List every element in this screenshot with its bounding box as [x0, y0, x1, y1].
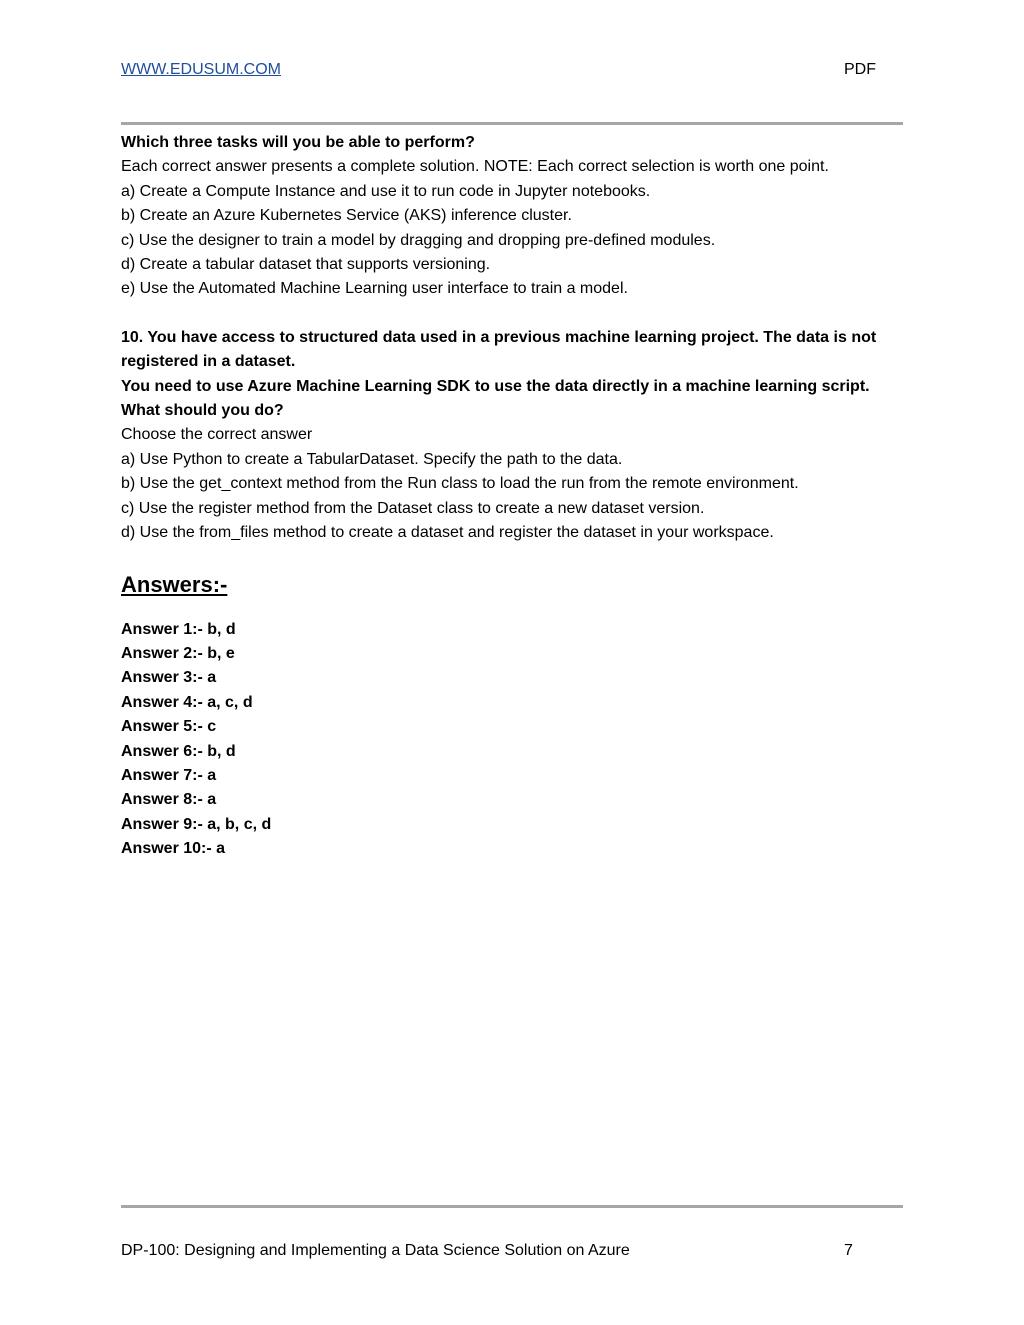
- question-9-instruction: Each correct answer presents a complete solution. NOTE: Each correct selection is worth one point.: [121, 158, 829, 176]
- q10-option-a: a) Use Python to create a TabularDataset. Specify the path to the data.: [121, 450, 623, 468]
- question-10-instruction: Choose the correct answer: [121, 426, 313, 444]
- question-10-text-2: You need to use Azure Machine Learning SDK to use the data directly in a machine learning script. What should you do?: [121, 377, 870, 420]
- answer-item: Answer 7:- a: [121, 766, 217, 784]
- answers-heading: Answers:-: [121, 571, 228, 597]
- q9-option-e: e) Use the Automated Machine Learning user interface to train a model.: [121, 280, 628, 298]
- page-content: [121, 131, 911, 862]
- q9-option-b: b) Create an Azure Kubernetes Service (AKS) inference cluster.: [121, 207, 572, 225]
- answer-item: Answer 10:- a: [121, 840, 226, 858]
- page-number: 7: [844, 1242, 853, 1259]
- q10-option-b: b) Use the get_context method from the Run class to load the run from the remote environment.: [121, 475, 799, 493]
- answer-item: Answer 8:- a: [121, 791, 217, 809]
- answer-item: Answer 3:- a: [121, 669, 217, 687]
- question-9-prompt: Which three tasks will you be able to perform?: [121, 134, 475, 151]
- footer-title: DP-100: Designing and Implementing a Data Science Solution on Azure: [121, 1242, 630, 1259]
- answer-item: Answer 2:- b, e: [121, 644, 235, 662]
- q10-option-d: d) Use the from_files method to create a dataset and register the dataset in your workspace.: [121, 524, 774, 542]
- q9-option-a: a) Create a Compute Instance and use it to run code in Jupyter notebooks.: [121, 182, 651, 200]
- q9-option-c: c) Use the designer to train a model by dragging and dropping pre-defined modules.: [121, 231, 716, 249]
- answer-item: Answer 6:- b, d: [121, 742, 236, 760]
- spacer: [121, 546, 911, 570]
- q10-option-c: c) Use the register method from the Dataset class to create a new dataset version.: [121, 499, 705, 517]
- question-10-text-1: 10. You have access to structured data used in a previous machine learning project. The data is not registered in a dataset.: [121, 328, 877, 371]
- site-link[interactable]: WWW.EDUSUM.COM: [121, 61, 281, 78]
- answers-list: [121, 618, 911, 862]
- answer-item: Answer 4:- a, c, d: [121, 693, 253, 711]
- header-divider: [121, 122, 903, 125]
- q9-option-d: d) Create a tabular dataset that supports versioning.: [121, 256, 491, 274]
- spacer: [121, 302, 911, 326]
- answer-item: Answer 1:- b, d: [121, 620, 236, 638]
- pdf-label: PDF: [844, 61, 876, 78]
- answer-item: Answer 9:- a, b, c, d: [121, 815, 272, 833]
- answer-item: Answer 5:- c: [121, 718, 217, 736]
- footer-divider: [121, 1205, 903, 1208]
